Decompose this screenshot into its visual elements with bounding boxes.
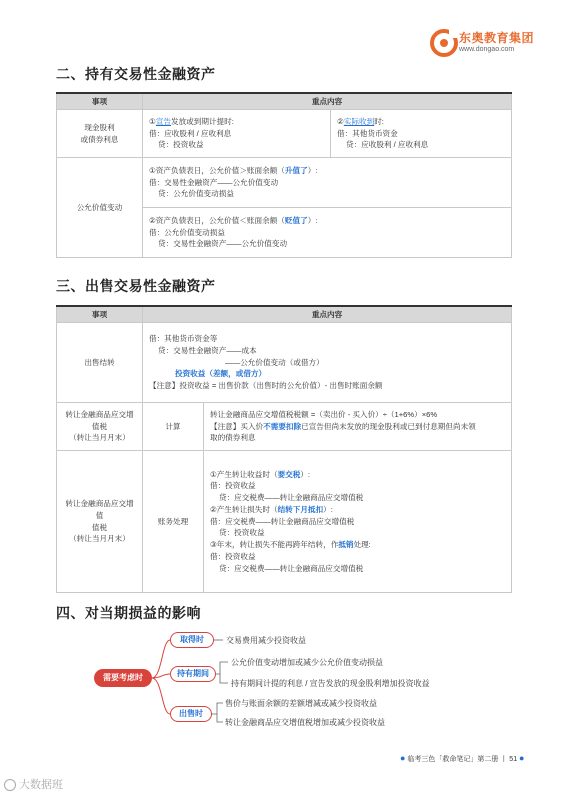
row-item-dividend: 现金股利 或债券利息	[57, 110, 143, 158]
row-item-vat-calc: 转让金融商品应交增值税 （转让当月月末）	[57, 403, 143, 451]
vat-calc-cell: 转让金融商品应交增值税税额 =（卖出价 - 买入价）÷（1+6%）×6% 【注意】买入价不需要扣除已宣告但尚未发放的现金股利或已到付息期但尚未领 取的债券利息	[204, 403, 512, 451]
col-header-item: 事项	[57, 306, 143, 323]
branch-acquire: 取得时	[170, 632, 214, 648]
page-footer: ● 临考三色「救命笔记」第二册 丨 51 ●	[400, 753, 525, 763]
branch-holding: 持有期间	[170, 666, 216, 682]
section2-table	[56, 92, 512, 258]
highlight-declare: 宣告	[155, 116, 171, 126]
footer-text: 临考三色「救命笔记」第二册	[407, 756, 499, 763]
row-item-vat-entry: 转让金融商品应交增值 值税 （转让当月月末）	[57, 451, 143, 593]
vat-entry-cell: ①产生转让收益时（要交税）: 借：投资收益 贷：应交税费——转让金融商品应交增值税 ②产生转让损失时（结转下月抵扣）: 借：应交税费——转让金融商品应交增值税 贷：投资收益 ③年末，转让损失不能再跨年结转，作抵销处理: 借：投资收益 贷：应交税费——转让金融商品应交增值税	[204, 451, 512, 593]
leaf-holding-2: 持有期间计提的利息 / 宣告发放的现金股利增加投资收益	[231, 679, 430, 688]
brand-logo	[429, 26, 549, 66]
row-item-fair-value: 公允价值变动	[57, 158, 143, 258]
col-header-content: 重点内容	[143, 306, 512, 323]
brand-name: 东奥教育集团	[459, 31, 535, 45]
section2-title: 二、持有交易性金融资产	[56, 66, 216, 82]
dividend-declare-cell: ①宣告发放或到期计提时: 借：应收股利 / 应收利息 贷：投资收益	[143, 110, 331, 158]
leaf-acquire-1: 交易费用减少投资收益	[226, 636, 306, 645]
section3-table	[56, 305, 512, 593]
col-header-item: 事项	[57, 93, 143, 110]
dongao-logo-icon	[429, 28, 459, 58]
branch-sale: 出售时	[170, 706, 212, 722]
section3-title: 三、出售交易性金融资产	[56, 278, 216, 294]
mindmap-root: 需要考虑时	[94, 669, 152, 687]
highlight-receive: 实际收到	[343, 116, 375, 126]
leaf-holding-1: 公允价值变动增加或减少公允价值变动损益	[231, 658, 383, 667]
page-number: 51	[509, 756, 518, 763]
sale-entry-cell: 借：其他货币资金等 贷：交易性金融资产——成本 ——公允价值变动（或借方） 投资收益（差额，或借方） 【注意】投资收益 = 出售价款（出售时的公允价值）- 出售时账面余额	[143, 323, 512, 403]
leaf-sale-1: 售价与账面余额的差额增减或减少投资收益	[225, 699, 377, 708]
fair-value-up-cell: ①资产负债表日，公允价值＞账面余额（升值了）: 借：交易性金融资产——公允价值变动 贷：公允价值变动损益	[143, 158, 512, 208]
watermark-icon	[4, 779, 16, 791]
sub-item-calc: 计算	[143, 403, 204, 451]
brand-url: www.dongao.com	[459, 46, 515, 53]
impact-mindmap	[90, 628, 510, 738]
section4-title: 四、对当期损益的影响	[56, 605, 201, 621]
dividend-receive-cell: ②实际收到时: 借：其他货币资金 贷：应收股利 / 应收利息	[331, 110, 512, 158]
col-header-content: 重点内容	[143, 93, 512, 110]
footer-dot-icon: ●	[519, 753, 525, 763]
footer-dot-icon: ●	[400, 753, 406, 763]
sub-item-entry: 账务处理	[143, 451, 204, 593]
row-item-sale: 出售结转	[57, 323, 143, 403]
leaf-sale-2: 转让金融商品应交增值税增加或减少投资收益	[225, 718, 385, 727]
fair-value-down-cell: ②资产负债表日，公允价值＜账面余额（贬值了）: 借：公允价值变动损益 贷：交易性金融资产——公允价值变动	[143, 208, 512, 258]
corner-watermark: 大数据班	[4, 776, 63, 792]
